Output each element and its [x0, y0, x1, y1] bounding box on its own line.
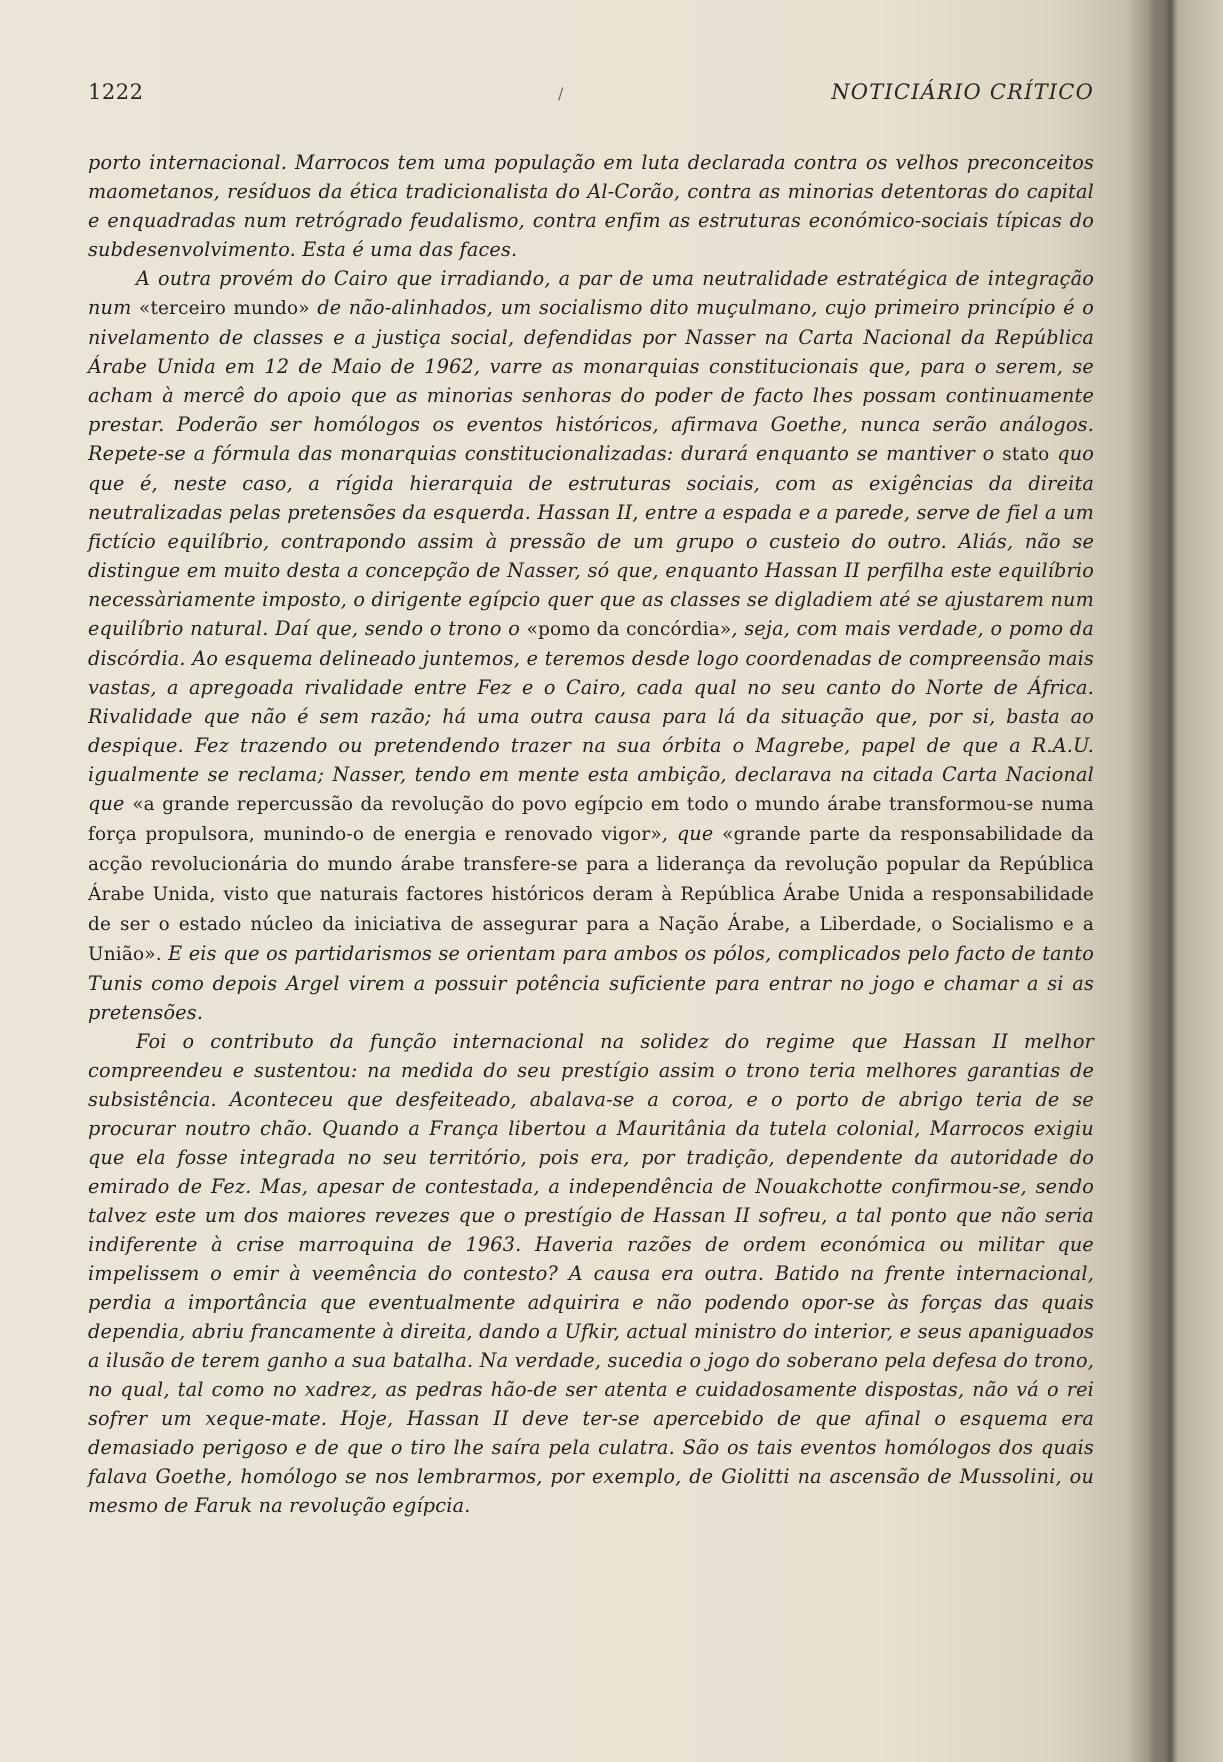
quote-carta-nacional-2: «grande parte da responsabilidade da acção revolucionária do mundo árabe transfere-se para a liderança da revolução popular da República Árabe Unida, visto que naturais factores históricos deram à República Árabe Unida a responsabilidade de ser o estado núcleo da iniciativa de assegurar para a Nação Árabe, a Liberdade, o Socialismo e a União».	[88, 824, 1095, 965]
paragraph-2	[88, 264, 1094, 1027]
paragraph-2-part: , seja, com mais verdade, o pomo da discórdia. Ao esquema delineado juntemos, e teremos desde logo coordenadas de compreensão mais vastas, a apregoada rivalidade entre Fez e o Cairo, cada qual no seu canto do Norte de África. Rivalidade que não é sem razão; há uma outra causa para lá da situação que, por si, basta ao despique. Fez trazendo ou pretendendo trazer na sua órbita o Magrebe, papel de que a R.A.U. igualmente se reclama; Nasser, tendo em mente esta ambição, declarava na citada Carta Nacional que	[88, 617, 1094, 815]
paragraph-2-part: E eis que os partidarismos se orientam para ambos os pólos, complicados pelo facto de tanto Tunis como depois Argel virem a possuir potência suficiente para entrar no jogo e chamar a si as pretensões.	[88, 942, 1094, 1024]
quote-carta-nacional-1: «a grande repercussão da revolução do povo egípcio em todo o mundo árabe transformou-se numa força propulsora, munindo-o de energia e renovado vigor»	[88, 794, 1094, 845]
paragraph-2-part: , que	[661, 822, 723, 845]
body-text	[88, 148, 1094, 1520]
paragraph-2-part: A outra provém do Cairo que irradiando, a par de uma neutralidade estratégica de integração num	[88, 267, 1094, 319]
paragraph-1: porto internacional. Marrocos tem uma população em luta declarada contra os velhos preconceitos maometanos, resíduos da ética tradicionalista do Al-Corão, contra as minorias detentoras do capital e enquadradas num retrógrado feudalismo, contra enfim as estruturas económico-sociais típicas do subdesenvolvimento. Esta é uma das faces.	[88, 151, 1094, 261]
paragraph-2-part: quo que é, neste caso, a rígida hierarquia de estruturas sociais, com as exigências da direita neutralizadas pelas pretensões da esquerda. Hassan II, entre a espada e a parede, serve de fiel a um fictício equilíbrio, contrapondo assim à pressão de um grupo o custeio do outro. Aliás, não se distingue em muito desta a concepção de Nasser, só que, enquanto Hassan II perfilha este equilíbrio necessàriamente imposto, o dirigente egípcio quer que as classes se digladiem até se ajustarem num equilíbrio natural. Daí que, sendo o trono o	[88, 442, 1095, 640]
term-stato: stato	[1002, 444, 1050, 465]
running-head: NOTICIÁRIO CRÍTICO	[831, 80, 1094, 104]
pencil-mark: /	[558, 84, 564, 103]
page-gutter-shadow	[1148, 0, 1178, 1762]
page-header	[88, 80, 1094, 114]
paragraph-2-part: de não-alinhados, um socialismo dito muçulmano, cujo primeiro princípio é o nivelamento de classes e a justiça social, defendidas por Nasser na Carta Nacional da República Árabe Unida em 12 de Maio de 1962, varre as monarquias constitucionais que, para o serem, se acham à mercê do apoio que as minorias senhoras do poder de facto lhes possam continuamente prestar. Poderão ser homólogos os eventos históricos, afirmava Goethe, nunca serão análogos. Repete-se a fórmula das monarquias constitucionalizadas: durará enquanto se mantiver o	[88, 296, 1095, 465]
page-number: 1222	[88, 80, 144, 104]
quote-terceiro-mundo: «terceiro mundo»	[139, 298, 310, 319]
quote-pomo-da-concordia: «pomo da concórdia»	[526, 619, 732, 640]
paragraph-3: Foi o contributo da função internacional na solidez do regime que Hassan II melhor compreendeu e sustentou: na medida do seu prestígio assim o trono teria melhores garantias de subsistência. Aconteceu que desfeiteado, abalava-se a coroa, e o porto de abrigo teria de se procurar noutro chão. Quando a França libertou a Mauritânia da tutela colonial, Marrocos exigiu que ela fosse integrada no seu território, pois era, por tradição, dependente da autoridade do emirado de Fez. Mas, apesar de contestada, a independência de Nouakchotte confirmou-se, sendo talvez este um dos maiores revezes que o prestígio de Hassan II sofreu, a tal ponto que não seria indiferente à crise marroquina de 1963. Haveria razões de ordem económica ou militar que impelissem o emir à veemência do contesto? A causa era outra. Batido na frente internacional, perdia a importância que eventualmente adquirira e não podendo opor-se às forças das quais dependia, abriu francamente à direita, dando a Ufkir, actual ministro do interior, e seus apaniguados a ilusão de terem ganho a sua batalha. Na verdade, sucedia o jogo do soberano pela defesa do trono, no qual, tal como no xadrez, as pedras hão-de ser atenta e cuidadosamente dispostas, não vá o rei sofrer um xeque-mate. Hoje, Hassan II deve ter-se apercebido de que afinal o esquema era demasiado perigoso e de que o tiro lhe saíra pela culatra. São os tais eventos homólogos dos quais falava Goethe, homólogo se nos lembrarmos, por exemplo, de Giolitti na ascensão de Mussolini, ou mesmo de Faruk na revolução egípcia.	[88, 1030, 1094, 1517]
